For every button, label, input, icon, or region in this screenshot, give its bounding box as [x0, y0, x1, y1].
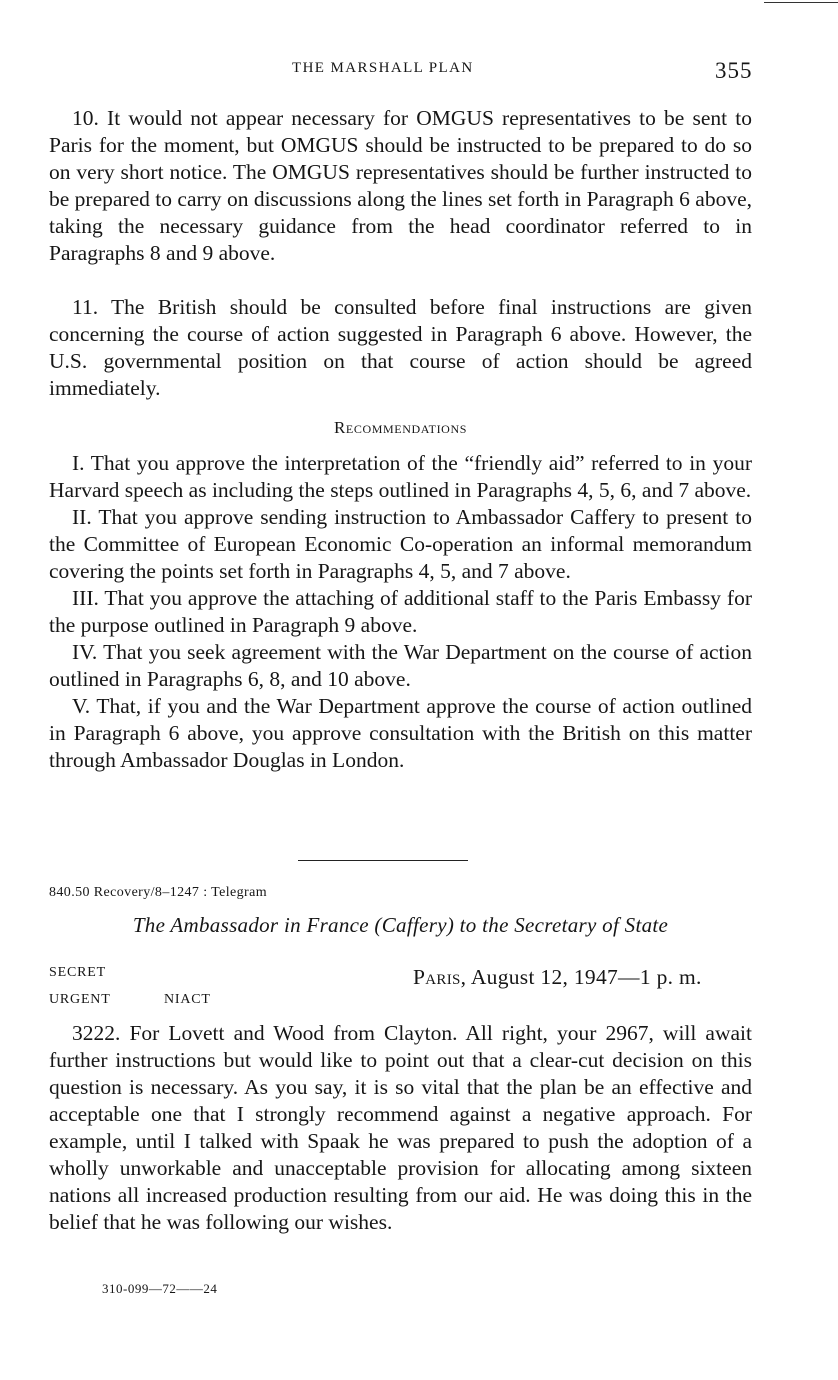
classification-label: SECRET [49, 965, 106, 980]
recommendation-item: IV. That you seek agreement with the War Department on the course of action outlined in Paragraphs 6, 8, and 10 above. [49, 640, 752, 691]
precedence-niact: NIACT [164, 992, 211, 1007]
print-code: 310-099—72——24 [102, 1281, 218, 1296]
top-edge-rule [764, 2, 838, 3]
recommendation-item: I. That you approve the interpretation of the “friendly aid” referred to in your Harvard speech as including the steps outlined in Paragraphs 4, 5, 6, and 7 above. [49, 451, 752, 502]
precedence-urgent: URGENT [49, 992, 111, 1007]
telegram-text-block [49, 1020, 752, 1236]
dateline-place: Paris, [413, 965, 467, 989]
telegram-text: 3222. For Lovett and Wood from Clayton. All right, your 2967, will await further instructions but would like to point out that a clear-cut decision on this question is necessary. As you say, it is so vital that the plan be an effective and acceptable one that I strongly recommend against a negative approach. For example, until I talked with Spaak he was prepared to push the adoption of a wholly unworkable and unacceptable provision for allocating among sixteen nations all increased production resulting from our aid. He was doing this in the belief that he was following our wishes. [49, 1021, 752, 1234]
paragraph-10: 10. It would not appear necessary for OMGUS representatives to be sent to Paris for the moment, but OMGUS should be instructed to be prepared to do so on very short notice. The OMGUS representatives should be further instructed to be prepared to carry on discussions along the lines set forth in Paragraph 6 above, taking the necessary guidance from the head coordinator referred to in Paragraphs 8 and 9 above. [49, 106, 752, 265]
recommendations-heading: Recommendations [333, 418, 467, 437]
running-head: THE MARSHALL PLAN [292, 60, 474, 76]
recommendation-item: III. That you approve the attaching of additional staff to the Paris Embassy for the purpose outlined in Paragraph 9 above. [49, 586, 752, 637]
recommendation-item: V. That, if you and the War Department approve the course of action outlined in Paragraph 6 above, you approve consultation with the British on this matter through Ambassador Douglas in London. [49, 694, 752, 772]
paragraph-10-block [49, 105, 752, 267]
paragraph-11-block [49, 294, 752, 402]
document-title: The Ambassador in France (Caffery) to the Secretary of State [132, 913, 669, 937]
page-number: 355 [715, 58, 753, 83]
section-divider [298, 860, 468, 861]
file-reference: 840.50 Recovery/8–1247 : Telegram [49, 885, 268, 900]
recommendations-list [49, 450, 752, 774]
dateline [413, 965, 702, 990]
recommendation-item: II. That you approve sending instruction to Ambassador Caffery to present to the Committee of European Economic Co-operation an informal memorandum covering the points set forth in Paragraphs 4, 5, and 7 above. [49, 505, 752, 583]
dateline-date: August 12, 1947—1 p. m. [470, 965, 702, 989]
paragraph-11: 11. The British should be consulted before final instructions are given concerning the course of action suggested in Paragraph 6 above. However, the U.S. governmental position on that course of action should be agreed immediately. [49, 295, 752, 400]
